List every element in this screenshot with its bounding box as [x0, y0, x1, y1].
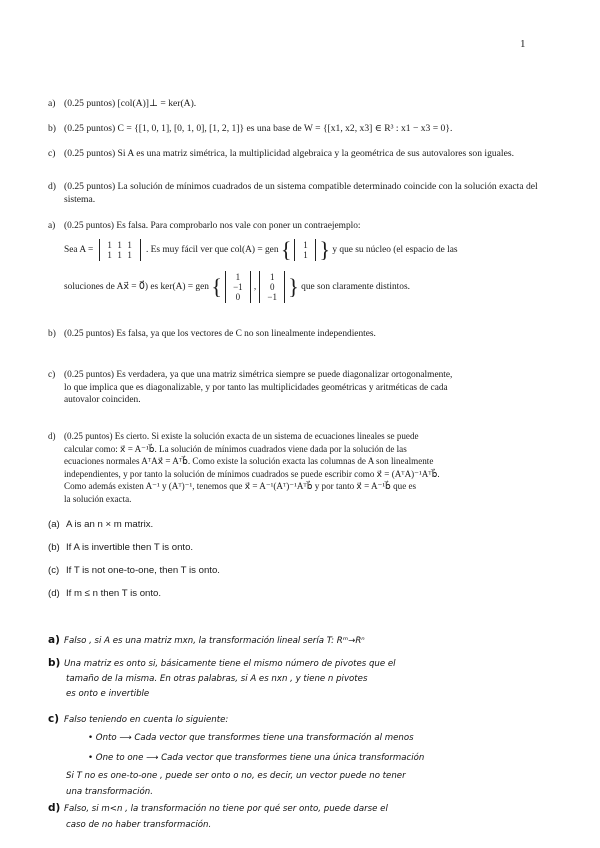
right-brace-icon: } [319, 236, 330, 262]
tf-item-c [48, 565, 220, 576]
answer-b-label: b) [48, 329, 56, 339]
answer-a-line3-pre: soluciones de Ax⃗ = 0⃗) es ker(A) = gen [64, 281, 209, 292]
answer-c-line1: (0.25 puntos) Es verdadera, ya que una matriz simétrica siempre se puede diagonalizar ortogonalmente, [64, 370, 453, 380]
answer-d-line6: la solución exacta. [64, 493, 132, 504]
tf-text: A is an n × m matrix. [66, 519, 154, 530]
ker-vector-1 [225, 271, 251, 303]
question-d-text: (0.25 puntos) La solución de mínimos cuadrados de un sistema compatible determinado coincide con la solución exacta del sistema. [64, 181, 538, 205]
question-b-label: b) [48, 123, 56, 134]
hw-c-line1: Falso teniendo en cuenta lo siguiente: [64, 715, 229, 725]
vector-cell: 1 [235, 271, 241, 282]
hw-d-line2: caso de no haber transformación. [66, 820, 212, 830]
answer-a: a) (0.25 puntos) Es falsa. Para comprobarlo nos vale con poner un contraejemplo: Sea A = 1 1 1 1 1 1 . Es muy fácil ver que col(A) = gen { 1 1 } y que su núcleo (el espacio de las soluciones de Ax⃗ = 0⃗) es ker(A) = gen { 1 −1 0 , 1 0 −1 } que son claramente distintos. [48, 221, 458, 302]
question-c-label: c) [48, 148, 56, 159]
answer-c-line2: lo que implica que es diagonalizable, y por tanto las multiplicidades geométricas y aritméticas de cada [64, 382, 448, 393]
hw-d-line1: Falso, si m<n , la transformación no tiene por qué ser onto, puede darse el [64, 804, 388, 814]
tf-text: If T is not one-to-one, then T is onto. [66, 565, 220, 576]
question-a-label: a) [48, 98, 56, 109]
handwritten-c [48, 713, 578, 798]
hw-b-label: b) [48, 657, 61, 669]
answer-d-line2: calcular como: x⃗ = A⁻¹b⃗. La solución de mínimos cuadrados viene dada por la solución de las [64, 443, 407, 454]
hw-b-line1: Una matriz es onto si, básicamente tiene el mismo número de pivotes que el [64, 659, 396, 669]
tf-label: (a) [48, 519, 60, 530]
hw-c-bullet2: • One to one ⟶ Cada vector que transformes tiene una única transformación [88, 753, 425, 763]
vector-cell: 1 [303, 249, 308, 260]
question-a-text: (0.25 puntos) [col(A)]⊥ = ker(A). [64, 98, 197, 109]
tf-text: If m ≤ n then T is onto. [66, 588, 162, 599]
answer-c-line3: autovalor coinciden. [64, 395, 141, 406]
answer-a-mid: . Es muy fácil ver que col(A) = gen [145, 244, 279, 255]
answer-b-text: (0.25 puntos) Es falsa, ya que los vectores de C no son linealmente independientes. [64, 329, 376, 339]
vector-cell: −1 [233, 281, 243, 292]
right-brace-icon: } [288, 273, 299, 299]
answer-d-line5: Como además existen A⁻¹ y (Aᵀ)⁻¹, tenemos que x⃗ = A⁻¹(Aᵀ)⁻¹Aᵀb⃗ y por tanto x⃗ = A⁻¹b⃗ que es [64, 481, 417, 492]
vector-cell: 1 [269, 271, 275, 282]
question-b [48, 122, 568, 135]
hw-a-label: a) [48, 634, 60, 646]
hw-c-bullet1: • Onto ⟶ Cada vector que transformes tiene una transformación al menos [88, 733, 414, 743]
hw-a-text: Falso , si A es una matriz mxn, la transformación lineal sería T: Rᵐ→Rⁿ [64, 636, 365, 646]
tf-text: If A is invertible then T is onto. [66, 542, 194, 553]
question-d-label: d) [48, 181, 56, 192]
tf-label: (d) [48, 588, 60, 599]
hw-d-label: d) [48, 802, 61, 814]
answer-a-label: a) [48, 221, 56, 231]
vector-cell: 0 [235, 291, 241, 302]
answer-d-label: d) [48, 431, 56, 441]
matrix-cell: 1 [107, 239, 112, 250]
vector-cell: 0 [269, 281, 275, 292]
answer-d-line4: independientes, y por tanto la solución de mínimos cuadrados se puede escribir como x⃗ = (AᵀA)⁻¹Aᵀb⃗. [64, 468, 440, 479]
page-number: 1 [520, 38, 526, 50]
handwritten-b [48, 657, 578, 700]
matrix-a [99, 239, 141, 261]
matrix-cell: 1 [117, 239, 122, 250]
handwritten-d [48, 802, 578, 831]
hw-b-line3: es onto e invertible [66, 689, 150, 699]
tf-item-a [48, 519, 153, 530]
vector-cell: 1 [303, 239, 308, 250]
question-d [48, 180, 563, 206]
answer-d-line3: ecuaciones normales AᵀAx⃗ = Aᵀb⃗. Como existe la solución exacta las columnas de A son linealmente [64, 456, 434, 467]
handwritten-a [48, 634, 578, 647]
answer-c [48, 369, 568, 407]
question-b-text: (0.25 puntos) C = {[1, 0, 1], [0, 1, 0], [1, 2, 1]} es una base de W = {[x1, x2, x3] ∈ R³ : x1 − x3 = 0}. [64, 123, 453, 134]
hw-c-line4: Si T no es one-to-one , puede ser onto o no, es decir, un vector puede no tener [66, 771, 406, 781]
question-c-text: (0.25 puntos) Si A es una matriz simétrica, la multiplicidad algebraica y la geométrica de sus autovalores son iguales. [64, 148, 514, 159]
left-brace-icon: { [280, 236, 292, 262]
matrix-cell: 1 [127, 239, 132, 250]
hw-c-label: c) [48, 713, 60, 725]
tf-item-d [48, 588, 161, 599]
matrix-cell: 1 [127, 249, 132, 260]
question-c [48, 147, 563, 160]
question-a [48, 97, 568, 110]
answer-c-label: c) [48, 370, 56, 380]
hw-c-line5: una transformación. [66, 787, 153, 797]
answer-d-line1: (0.25 puntos) Es cierto. Si existe la solución exacta de un sistema de ecuaciones lineales se puede [64, 431, 419, 441]
answer-a-post: y que su núcleo (el espacio de las [332, 244, 458, 255]
matrix-cell: 1 [117, 249, 122, 260]
hw-b-line2: tamaño de la misma. En otras palabras, si A es nxn , y tiene n pivotes [66, 674, 368, 684]
tf-item-b [48, 542, 193, 553]
answer-a-line1: (0.25 puntos) Es falsa. Para comprobarlo nos vale con poner un contraejemplo: [64, 221, 361, 231]
tf-label: (b) [48, 542, 60, 553]
answer-a-line3-post: que son claramente distintos. [301, 281, 410, 292]
left-brace-icon: { [211, 273, 222, 299]
matrix-cell: 1 [107, 249, 112, 260]
answer-d [48, 430, 568, 506]
col-vector [294, 239, 316, 261]
answer-b [48, 328, 568, 341]
answer-a-sea: Sea A = [64, 244, 94, 255]
vector-cell: −1 [267, 291, 277, 302]
tf-label: (c) [48, 565, 60, 576]
ker-vector-2 [259, 271, 285, 303]
